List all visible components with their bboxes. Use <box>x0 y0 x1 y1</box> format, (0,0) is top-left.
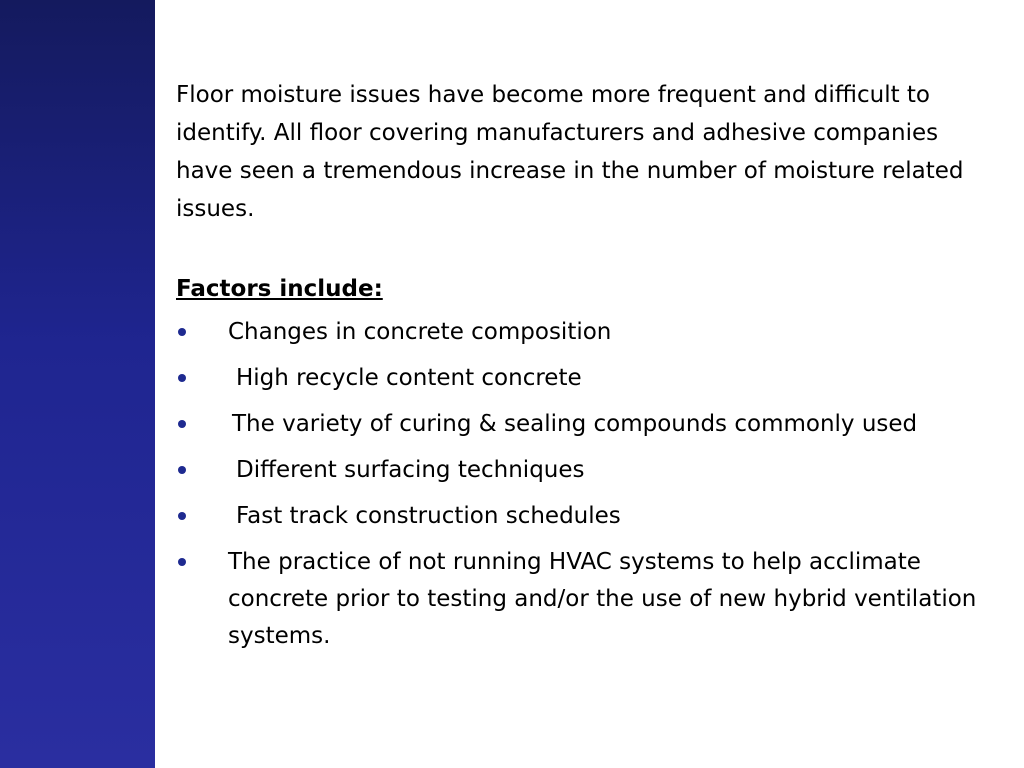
bullet-icon <box>178 374 186 382</box>
list-item <box>176 544 996 655</box>
list-item-text: Different surfacing techniques <box>236 457 585 483</box>
list-item-text: High recycle content concrete <box>236 365 582 391</box>
list-item <box>176 360 996 397</box>
bullet-icon <box>178 420 186 428</box>
factors-heading: Factors include: <box>176 276 383 302</box>
bullet-icon <box>178 328 186 336</box>
list-item <box>176 498 996 535</box>
list-item <box>176 314 996 351</box>
intro-paragraph: Floor moisture issues have become more frequent and difficult to identify. All floor covering manufacturers and adhesive companies have seen a tremendous increase in the number of moisture related issues. <box>176 82 964 222</box>
slide-content <box>176 76 996 664</box>
side-band <box>0 0 155 768</box>
list-item-text: The practice of not running HVAC systems to help acclimate concrete prior to testing and/or the use of new hybrid ventilation systems. <box>228 549 984 649</box>
list-item-text: Fast track construction schedules <box>236 503 621 529</box>
list-item-text: The variety of curing & sealing compounds commonly used <box>232 411 918 437</box>
list-item <box>176 406 996 443</box>
list-item-text: Changes in concrete composition <box>228 319 612 345</box>
bullet-icon <box>178 512 186 520</box>
bullet-icon <box>178 558 186 566</box>
bullet-icon <box>178 466 186 474</box>
factor-list <box>176 314 996 655</box>
list-item <box>176 452 996 489</box>
